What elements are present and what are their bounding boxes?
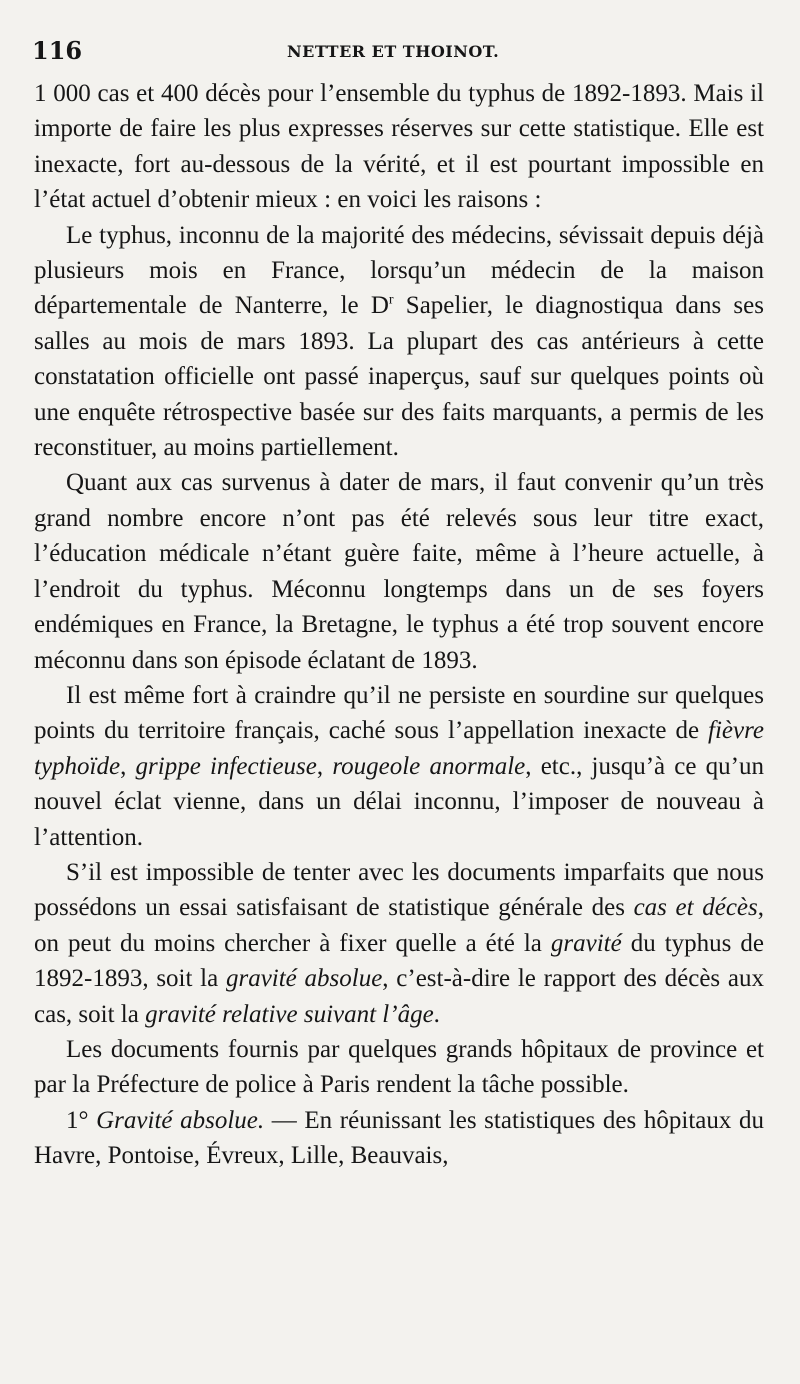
paragraph-7: 1° Gravité absolue. — En réunissant les statistiques des hôpitaux du Havre, Pontoise, Évreux, Lille, Beauvais,: [34, 1106, 764, 1170]
italic-term: grippe infectieuse: [135, 752, 317, 780]
italic-term: fièvre typhoïde: [34, 717, 764, 780]
paragraph-3: Quant aux cas survenus à dater de mars, il faut convenir qu’un très grand nombre encore n’ont pas été relevés sous leur titre exact, l’éducation médicale n’étant guère faite, même à l’heure actuelle, à l’endroit du typhus. Méconnu longtemps dans un de ses foyers endémiques en France, la Bretagne, le typhus a été trop souvent encore méconnu dans son épisode éclatant de 1893.: [34, 469, 764, 674]
superscript-r: r: [388, 293, 394, 309]
italic-term: gravité absolue: [225, 965, 383, 993]
paragraph-6: Les documents fournis par quelques grands hôpitaux de province et par la Préfecture de police à Paris rendent la tâche possible.: [34, 1035, 764, 1099]
body-text: [34, 76, 764, 1174]
page-number: 116: [32, 36, 83, 65]
paragraph-1: 1 000 cas et 400 décès pour l’ensemble du typhus de 1892-1893. Mais il importe de faire les plus expresses réserves sur cette statistique. Elle est inexacte, fort au-dessous de la vérité, et il est pourtant impossible en l’état actuel d’obtenir mieux : en voici les raisons :: [34, 80, 764, 214]
section-heading-italic: Gravité absolue.: [96, 1106, 265, 1134]
italic-term: rougeole anormale: [332, 752, 526, 780]
italic-term: gravité relative suivant l’âge: [145, 1000, 434, 1028]
paragraph-2: Le typhus, inconnu de la majorité des médecins, sévissait depuis déjà plusieurs mois en France, lorsqu’un médecin de la maison départementale de Nanterre, le $D^r$ Sapelier, le diagnostiqua dans ses salles au mois de mars 1893. La plupart des cas antérieurs à cette constatation officielle ont passé inaperçus, sauf sur quelques points où une enquête rétrospective basée sur des faits marquants, a permis de les reconstituer, au moins partiellement.: [34, 221, 764, 462]
page-header: [32, 34, 760, 68]
italic-term: cas et décès: [633, 894, 758, 922]
paragraph-4: Il est même fort à craindre qu’il ne persiste en sourdine sur quelques points du territoire français, caché sous l’appellation inexacte de fièvre typhoïde, grippe infectieuse, rougeole anormale, etc., jusqu’à ce qu’un nouvel éclat vienne, dans un délai inconnu, l’imposer de nouveau à l’attention.: [34, 681, 765, 851]
running-head: NETTER ET THOINOT.: [287, 42, 500, 61]
paragraph-5: S’il est impossible de tenter avec les documents imparfaits que nous possédons un essai satisfaisant de statistique générale des cas et décès, on peut du moins chercher à fixer quelle a été la gravité du typhus de 1892-1893, soit la gravité absolue, c’est-à-dire le rapport des décès aux cas, soit la gravité relative suivant l’âge.: [34, 858, 765, 1028]
italic-term: gravité: [550, 929, 622, 957]
